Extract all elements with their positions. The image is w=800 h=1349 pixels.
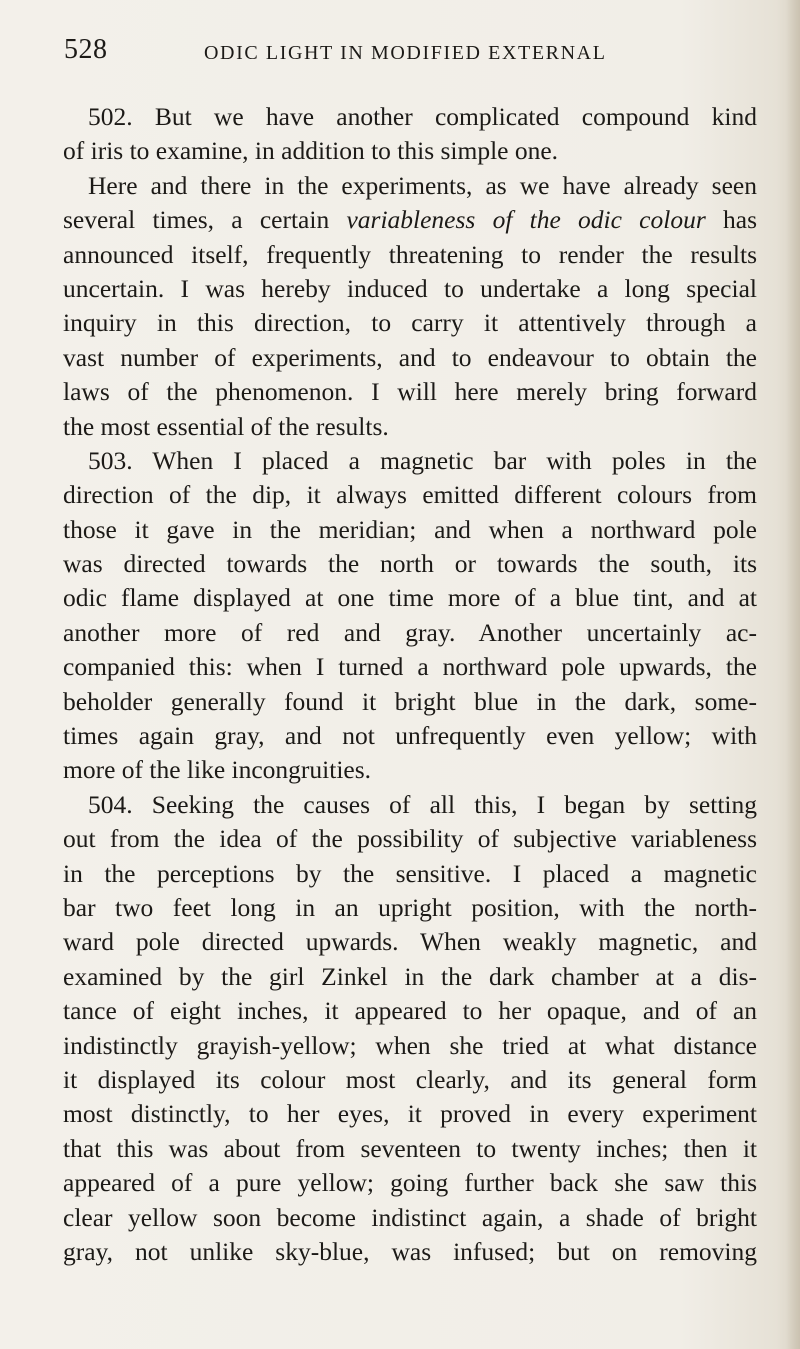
text-line <box>63 203 757 237</box>
text-run: has <box>705 205 757 235</box>
body-text <box>63 100 757 1269</box>
text-line: vast number of experiments, and to endeavour to obtain the <box>63 342 757 372</box>
text-line: of iris to examine, in addition to this simple one. <box>63 136 559 166</box>
text-line: beholder generally found it bright blue in the dark, some- <box>63 686 757 716</box>
page-edge-shadow <box>786 0 800 1349</box>
text-line: laws of the phenomenon. I will here merely bring forward <box>63 377 757 407</box>
running-head: ODIC LIGHT IN MODIFIED EXTERNAL <box>204 42 607 64</box>
text-line: uncertain. I was hereby induced to undertake a long special <box>63 273 757 303</box>
page-header <box>64 34 764 74</box>
text-line: another more of red and gray. Another uncertainly ac- <box>63 617 757 647</box>
text-line: that this was about from seventeen to twenty inches; then it <box>63 1133 757 1163</box>
text-line: companied this: when I turned a northward pole upwards, the <box>63 652 757 682</box>
text-line: tance of eight inches, it appeared to her opaque, and of an <box>63 996 757 1026</box>
text-line: direction of the dip, it always emitted different colours from <box>63 480 757 510</box>
text-line: out from the idea of the possibility of subjective variableness <box>63 824 757 854</box>
text-line: in the perceptions by the sensitive. I placed a magnetic <box>63 858 757 888</box>
text-line: inquiry in this direction, to carry it attentively through a <box>63 308 757 338</box>
text-line: 503. When I placed a magnetic bar with poles in the <box>88 445 757 475</box>
text-line: examined by the girl Zinkel in the dark chamber at a dis- <box>63 961 757 991</box>
text-run: several times, a certain <box>63 205 347 235</box>
text-line: announced itself, frequently threatening to render the results <box>63 239 757 269</box>
text-line: the most essential of the results. <box>63 411 389 441</box>
text-line: those it gave in the meridian; and when a northward pole <box>63 514 757 544</box>
text-line: was directed towards the north or towards the south, its <box>63 549 757 579</box>
text-line: appeared of a pure yellow; going further back she saw this <box>63 1168 757 1198</box>
text-line: bar two feet long in an upright position, with the north- <box>63 892 757 922</box>
text-line: indistinctly grayish-yellow; when she tried at what distance <box>63 1030 757 1060</box>
page-number: 528 <box>64 34 108 65</box>
text-line: it displayed its colour most clearly, and its general form <box>63 1064 757 1094</box>
text-line: Here and there in the experiments, as we have already seen <box>88 170 757 200</box>
text-line: most distinctly, to her eyes, it proved in every experiment <box>63 1099 757 1129</box>
text-line: 502. But we have another complicated compound kind <box>88 102 757 131</box>
text-line: times again gray, and not unfrequently even yellow; with <box>63 721 757 751</box>
text-line: clear yellow soon become indistinct again, a shade of bright <box>63 1202 757 1232</box>
text-line: gray, not unlike sky-blue, was infused; but on removing <box>63 1236 757 1266</box>
emphasis-phrase: variableness of the odic colour <box>346 205 706 235</box>
text-line: more of the like incongruities. <box>63 755 372 785</box>
text-line: ward pole directed upwards. When weakly magnetic, and <box>63 927 757 957</box>
text-line: 504. Seeking the causes of all this, I began by setting <box>88 789 757 819</box>
text-line: odic flame displayed at one time more of a blue tint, and at <box>63 583 757 613</box>
